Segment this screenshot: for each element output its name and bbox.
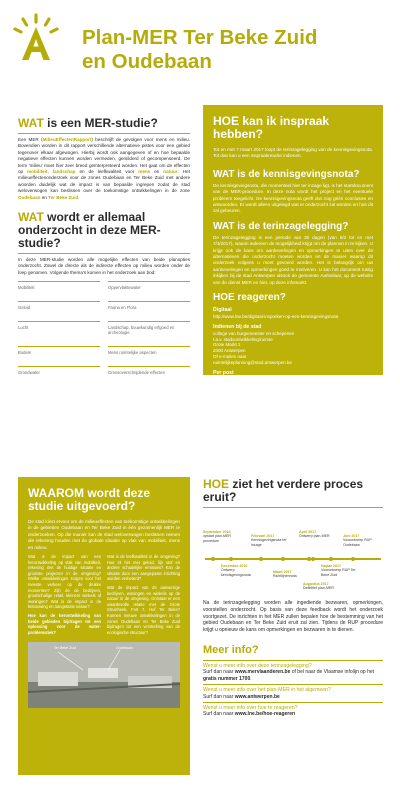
timeline-date: Februari 2017 bbox=[251, 534, 275, 538]
meer-info bbox=[203, 644, 383, 718]
header bbox=[0, 0, 400, 100]
waarom-columns bbox=[28, 554, 180, 638]
timeline-text: Ontwerp kennisgevingsnota bbox=[221, 568, 251, 577]
timeline-date: April 2017 bbox=[299, 530, 317, 534]
timeline-text: opstart plan-MER procedure bbox=[203, 534, 231, 543]
timeline-date: Najaar 2017 bbox=[321, 564, 341, 568]
indienen-label: Indienen bij de stad bbox=[213, 323, 262, 330]
wat-onderzocht-heading: WAT wordt er allemaal onderzocht in deze MER-studie? bbox=[18, 210, 161, 251]
theme-item: Grensoverschrijdende effecten bbox=[108, 366, 190, 386]
timeline-text: Definitief plan-MER bbox=[303, 586, 334, 591]
indienen-address: college van burgemeester en schepenen t.a.v. stadsontwikkeling/ruimte Grote Markt 1 2000 Antwerpen Of e-mailen naar ruimtelijkeplanning@stad.antwerpen.be bbox=[213, 330, 295, 365]
photo-label-ter-beke: Ter Beke Zuid bbox=[54, 646, 77, 651]
timeline-date: September 2016 bbox=[203, 530, 231, 534]
timeline-text: Voorontwerp RUP Oudebaan bbox=[343, 538, 372, 547]
timeline bbox=[203, 518, 383, 600]
post-label: Per post bbox=[213, 369, 234, 376]
title-line-2: en Oudebaan bbox=[82, 50, 212, 73]
theme-item: Oppervlaktewater bbox=[108, 281, 190, 301]
timeline-dot bbox=[211, 557, 215, 561]
theme-item: Geluid bbox=[18, 301, 100, 321]
theme-item: Landschap, bouwkundig erfgoed en archeologie bbox=[108, 321, 190, 346]
post-address: Vlaamse overheid Departement LNE Dienst MER Plan-MER Ter Beke Zuid - Oudebaan Koning Albert II-laan 20 bus 8 1000 Brussel bbox=[213, 376, 288, 405]
left-column bbox=[18, 105, 190, 386]
waarom-panel bbox=[18, 477, 190, 775]
theme-item: Fauna en Flora bbox=[108, 301, 190, 321]
question-2: Wenst u meer info over het plan-MER in het algemeen? bbox=[203, 684, 383, 693]
link-antwerpen[interactable]: www.antwerpen.be bbox=[234, 693, 280, 700]
timeline-event bbox=[343, 534, 379, 547]
timeline-dot bbox=[351, 557, 355, 561]
digitaal-link[interactable]: http://www.lne.be/digitaal-inspreken-op-een-kennisgevingsnota bbox=[213, 314, 339, 320]
timeline-dot bbox=[311, 557, 315, 561]
waarom-col-1 bbox=[28, 554, 101, 638]
timeline-text: Voorontwerp RUP Ter Beke Zuid bbox=[321, 568, 356, 577]
digitaal-label: Digitaal bbox=[213, 307, 232, 314]
timeline-dot bbox=[259, 557, 263, 561]
waarom-col-2 bbox=[107, 554, 180, 638]
timeline-date: December 2016 bbox=[221, 564, 248, 568]
timeline-event bbox=[203, 530, 239, 543]
photo-label-oudebaan: Oudebaan bbox=[116, 646, 133, 651]
question-3: Wenst u meer info over hoe te reageren? bbox=[203, 702, 383, 711]
timeline-text: Richtlijnennota bbox=[273, 574, 297, 579]
waarom-heading: WAAROM wordt deze studie uitgevoerd? bbox=[28, 486, 151, 513]
page-title bbox=[82, 26, 382, 74]
aerial-photo-drawing bbox=[28, 642, 180, 708]
timeline-event bbox=[303, 582, 339, 591]
timeline-dot bbox=[329, 557, 333, 561]
timeline-event bbox=[321, 564, 357, 577]
title-line-1: Plan-MER Ter Beke Zuid bbox=[82, 26, 318, 49]
waarom-col-2-natuur: Wat de impact van de aanwezige bedrijven, woningen en winkels op de natuur in de omgeving. Ontstaat er een waardevolle relatie met de Grote Struisheek, Fort 7, Hof Ter Beke? Kunnen nieuwe ontwikkelingen in de zones Oudebaan en Ter Beke Zuid bijdragen tot een versterking van de ecologische structuur? bbox=[107, 585, 180, 635]
kennisgevingsnota-heading: WAT is de kennisgevingsnota? bbox=[213, 168, 360, 180]
timeline-event bbox=[251, 534, 287, 547]
timeline-event bbox=[299, 530, 335, 539]
divider bbox=[18, 253, 190, 254]
waarom-col-1-water: Hoe kan de herontwikkeling van beide gebieden bijdragen tot een oplossing voor de water-problematiek? bbox=[28, 612, 101, 635]
terinzagelegging-heading: WAT is de terinzagelegging? bbox=[213, 220, 349, 232]
timeline-date: Augustus 2017 bbox=[303, 582, 329, 586]
hoe-inspraak-heading: HOE kan ik inspraak hebben? bbox=[213, 114, 330, 141]
answer-2: Surf dan naar www.antwerpen.be bbox=[203, 693, 280, 700]
timeline-event bbox=[273, 570, 309, 579]
wat-onderzocht-text: In deze MER-studie worden alle mogelijke effecten van beide planopties onderzocht. Zowel de directe als de indirecte effecten op milieu worden onder de loep genomen. Volgende thema's komen in het onderzoek aan bod: bbox=[18, 257, 190, 275]
theme-list bbox=[18, 281, 190, 386]
aerial-photo bbox=[28, 642, 180, 708]
antwerpen-logo-icon bbox=[10, 12, 62, 64]
waarom-col-1-text: Wat is de impact van een herontwikkeling op vlak van mobiliteit, rekening met de huidige situatie en grootste projecten in de omgeving? Welke ontwikkelingen zorgen voor het meeste verkeer op de drukke momenten? Zijn de de bedrijven, grootschalige retail, kleinere winkels of woningen? Wat is de impact in de bebouwing en aangetaste natuur? bbox=[28, 554, 101, 610]
proces-text: Na de terinzagelegging worden alle ingediende bezwaren, opmerkingen, voorstellen onderzocht. Op basis van deze feedback wordt het onderzoek voortgezet. De inzichten in het MER zullen bepalen hoe de bestemming van het gebied Oudebaan en Ter Beke Zuid eruit zal zien. Tijdens de RUP procedure krijgt u opnieuw de kans om opmerkingen en bezwaren in te dienen. bbox=[203, 600, 383, 634]
waarom-col-2-text: Wat is de leefkwaliteit in de omgeving? Hoe zit het met geluid, fijn stof en andere schadelijke emissies? Kan de situatie door een aangepaste inrichting worden verbeterd? bbox=[107, 554, 180, 582]
link-mervlaanderen[interactable]: www.mervlaanderen.be bbox=[234, 669, 291, 676]
timeline-date: Juni 2017 bbox=[343, 534, 360, 538]
theme-item: Bodem bbox=[18, 346, 100, 366]
proces-section bbox=[203, 478, 383, 720]
wat-mer-heading: WAT is een MER-studie? bbox=[18, 116, 158, 130]
timeline-date: Maart 2017 bbox=[273, 570, 292, 574]
theme-item: Lucht bbox=[18, 321, 100, 346]
kennisgevingsnota-text: De kennisgevingsnota, die momenteel hier ter inzage ligt, is het startdocument van de MER-procedure. In deze nota wordt het project en het eventuele probleem toegelicht. De kennisgevingsnota geeft dus nog géén conclusies en antwoorden. Er wordt alleen uitgelegd wat er onderzocht zal worden en hoe dit zal gebeuren. bbox=[213, 182, 373, 214]
terinzagelegging-text: De terinzagelegging is een periode van 30 dagen (van 6/2 tot en met 7/3/2017), waarin iedereen de mogelijkheid krijgt om de plannen in te kijken. U krijgt ook de kans om aanbevelingen en opmerkingen te uiten over de alternatieven die onderzocht moeten worden en de manier waarop dit onderzoek volgens u moet gevoerd worden. Het is belangrijk om uw aanbevelingen en opmerkingen goed te motiveren. U kan het document rustig inkijken bij de stad Antwerpen alsook de gemeente Aartselaar, op de website van de dienst MER en hier, op deze infomarkt. bbox=[213, 234, 373, 285]
wat-mer-text: Een MER (MilieuEffectenRapport) beschrijft de gevolgen voor mens en milieu. Bovendien worden in dit rapport verschillende alternatieve pistes voor een gebied tegenover elkaar afgewogen. Hierbij wordt ook aangegeven of en hoe bepaalde negatieve effecten kunnen worden vermeden, gemilderd of gecompenseerd. De term 'milieu' moet hier zeer breed geïnterpreteerd worden. Het gaat om de effecten op mobiliteit, landschap en de leefkwaliteit voor mens en natuur. Het milieueffectenonderzoek voor de zones Oudebaan en Ter Beke Zuid met andere woorden duidelijk wat de impact is van bepaalde ingrepen zodat de stad weloverwogen kan beslissen over de toekomstige ontwikkelingen in de zone Oudebaan en Ter Beke Zuid. bbox=[18, 137, 191, 200]
answer-3: Surf dan naar www.lne.be/hoe-reageren bbox=[203, 711, 296, 718]
reageren-heading: HOE reageren? bbox=[213, 292, 286, 304]
timeline-dot bbox=[229, 557, 233, 561]
question-1: Wenst u meer info over deze terinzagelegging? bbox=[203, 660, 383, 669]
inspraak-intro: Tot en met 7 maart 2017 loopt de terinzagelegging van de kennisgevingsnota. Tot dan kan u een inspraakreactie indienen. bbox=[213, 147, 373, 159]
meer-info-heading: Meer info? bbox=[203, 643, 259, 656]
timeline-text: Ontwerp plan-MER bbox=[299, 534, 330, 539]
timeline-event bbox=[221, 564, 257, 577]
timeline-dot bbox=[281, 557, 285, 561]
inspraak-panel bbox=[203, 105, 383, 405]
divider bbox=[203, 507, 383, 508]
divider bbox=[18, 133, 190, 134]
theme-item: Grondwater bbox=[18, 366, 100, 386]
timeline-text: Kennisgevingsnota ter inzage bbox=[251, 538, 287, 547]
answer-1: Surf dan naar www.mervlaanderen.be of bel naar de Vlaamse infolijn op het gratis nummer 1700. bbox=[203, 669, 375, 682]
theme-item: Mobiliteit bbox=[18, 281, 100, 301]
theme-item: Mens ruimtelijke aspecten bbox=[108, 346, 190, 366]
hoe-proces-heading: HOE ziet het verdere proces eruit? bbox=[203, 477, 364, 504]
waarom-intro: De stad kiest ervoor om de milieueffecten van toekomstige ontwikkelingen in de gebieden Oudebaan en Ter Beke Zuid in één gezamenlijk MER te onderzoeken. Op die manier kan de stad weloverwogen beslissen nemen die rekening houden met de globale situatie op vlak van mobiliteit, mens en milieu. bbox=[28, 519, 180, 550]
link-lne-reageren[interactable]: www.lne.be/hoe-reageren bbox=[234, 711, 296, 718]
